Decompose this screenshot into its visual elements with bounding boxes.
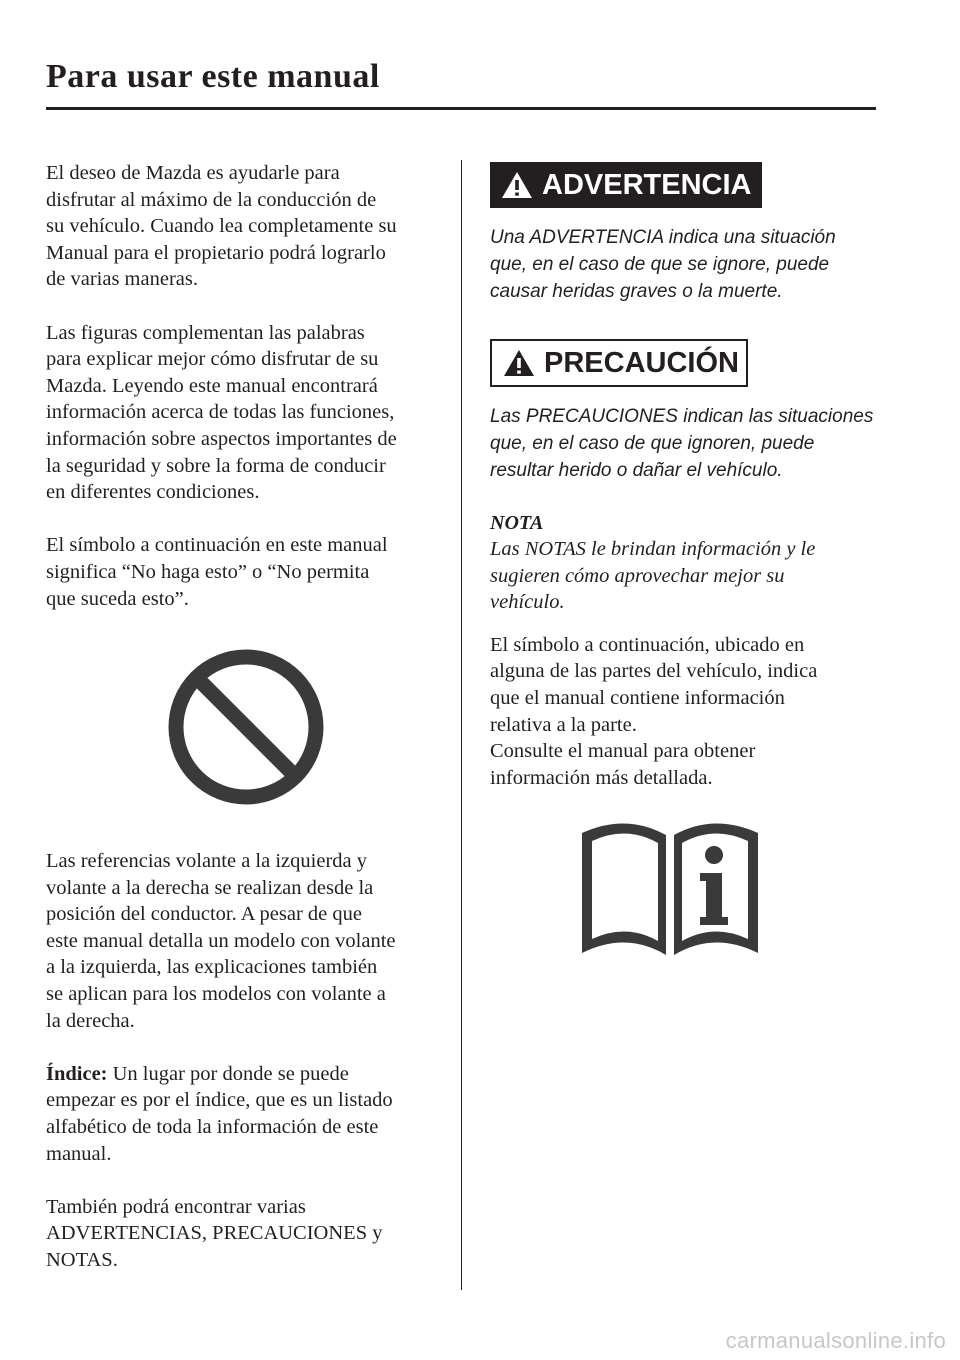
- manual-info-book-icon: [578, 813, 762, 955]
- warning-text: Una ADVERTENCIA indica una situación que, en el caso de que se ignore, puede causar heridas graves o la muerte.: [490, 227, 836, 302]
- prohibition-icon: [161, 642, 331, 812]
- caution-triangle-icon: [502, 348, 536, 378]
- book-symbol-paragraph: El símbolo a continuación, ubicado en alguna de las partes del vehículo, indica que el manual contiene información relativa a la parte. Consulte el manual para obtener información más detallada.: [490, 633, 818, 789]
- caution-text: Las PRECAUCIONES indican las situaciones que, en el caso de que ignoren, puede resultar herido o dañar el vehículo.: [490, 406, 874, 481]
- warning-label: ADVERTENCIA: [542, 168, 752, 201]
- index-text: Un lugar por donde se puede empezar es por el índice, que es un listado alfabético de toda la información de este manual.: [46, 1062, 393, 1165]
- watermark: carmanualsonline.info: [725, 1328, 946, 1353]
- caution-banner: [490, 339, 748, 387]
- intro-paragraph: El deseo de Mazda es ayudarle para disfrutar al máximo de la conducción de su vehículo. Cuando lea completamente su Manual para el propietario podrá lograrlo de varias maneras.: [46, 162, 397, 291]
- column-divider: [461, 160, 462, 1290]
- warnings-paragraph: También podrá encontrar varias ADVERTENCIAS, PRECAUCIONES y NOTAS.: [46, 1195, 383, 1271]
- warning-triangle-icon: [500, 170, 534, 200]
- symbol-paragraph: El símbolo a continuación en este manual significa “No haga esto” o “No permita que suceda esto”.: [46, 534, 388, 610]
- figures-paragraph: Las figuras complementan las palabras para explicar mejor cómo disfrutar de su Mazda. Leyendo este manual encontrará información acerca de todas las funciones, información sobre aspectos importantes de la seguridad y sobre la forma de conducir en diferentes condiciones.: [46, 321, 397, 504]
- note-text: Las NOTAS le brindan información y le sugieren cómo aprovechar mejor su vehículo.: [490, 538, 816, 614]
- caution-label: PRECAUCIÓN: [544, 346, 739, 379]
- left-column: [46, 160, 446, 1274]
- warning-banner: [490, 162, 762, 208]
- note-title: NOTA: [490, 512, 544, 534]
- index-label: Índice:: [46, 1062, 108, 1085]
- title-rule: [46, 107, 876, 110]
- right-column: [490, 162, 890, 955]
- page-title: Para usar este manual: [46, 58, 380, 95]
- steering-paragraph: Las referencias volante a la izquierda y volante a la derecha se realizan desde la posición del conductor. A pesar de que este manual detalla un modelo con volante a la izquierda, las explicaciones también se aplican para los modelos con volante a la derecha.: [46, 850, 396, 1032]
- index-paragraph: [46, 1061, 446, 1167]
